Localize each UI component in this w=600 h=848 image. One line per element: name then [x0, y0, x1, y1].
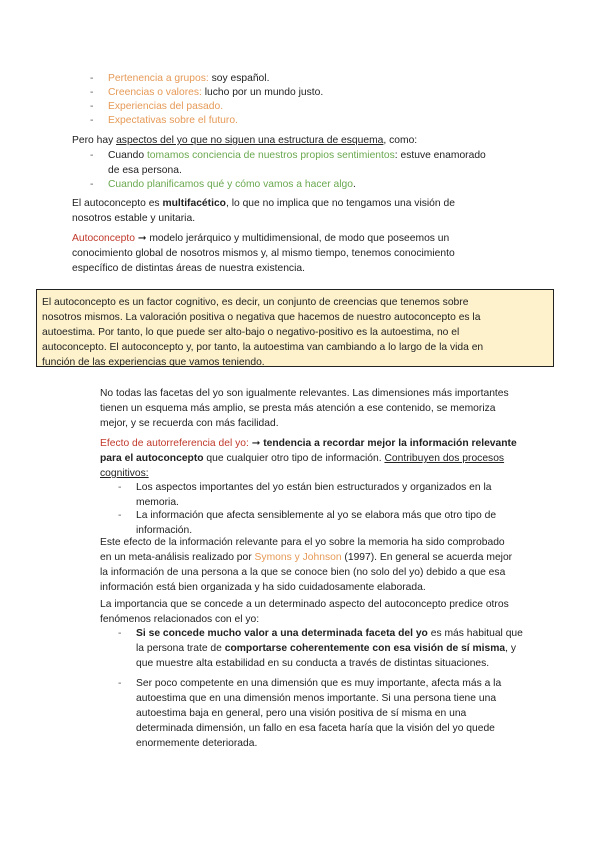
list-item [136, 508, 496, 538]
list-item-label: Expectativas sobre el futuro. [108, 115, 238, 126]
paragraph [100, 535, 512, 595]
text: autoestima baja en general, pero una visión positiva de sí misma en una [136, 708, 467, 719]
citation-link[interactable]: Symons y Johnson [254, 552, 342, 563]
bold-text: multifacético [162, 198, 226, 209]
paragraph [100, 386, 509, 431]
arrow-icon: ➞ [134, 233, 150, 244]
list-item [108, 71, 269, 86]
list-item [108, 148, 486, 178]
text: La importancia que se concede a un determinado aspecto del autoconcepto predice otros [100, 599, 509, 610]
paragraph [72, 231, 455, 276]
text: autoconcepto. El autoconcepto y, por tanto, la autoestima van cambiando a lo largo de la vida en [42, 342, 484, 353]
list-item [136, 676, 501, 751]
text: La información que afecta sensiblemente al yo se elabora más que otro tipo de [136, 510, 497, 521]
text: Los aspectos importantes del yo están bien estructurados y organizados en la [136, 482, 492, 493]
bold-text: comportarse coherentemente con esa visión de sí misma [224, 643, 506, 654]
text: El autoconcepto es [72, 198, 163, 209]
text: El autoconcepto es un factor cognitivo, es decir, un conjunto de creencias que tenemos sobre [42, 297, 469, 308]
text: No todas las facetas del yo son igualmente relevantes. Las dimensiones más importantes [100, 388, 509, 399]
list-bullet: - [118, 510, 122, 521]
text: , y [505, 643, 517, 654]
list-bullet: - [118, 482, 122, 493]
text: la información de una persona a la que se conoce bien (no solo del yo) debido a que esa [100, 567, 506, 578]
text: autoestima. Por tanto, lo que puede ser alto-bajo o negativo-positivo es la autoestima, no el [42, 327, 460, 338]
list-bullet: - [118, 678, 122, 689]
highlighted-text: tomamos conciencia de nuestros propios sentimientos [146, 150, 395, 161]
text: Ser poco competente en una dimensión que es muy importante, afecta más a la [136, 678, 502, 689]
text: autoestima que en una dimensión menos importante. Si una persona tiene una [136, 693, 497, 704]
list-item [136, 626, 523, 671]
paragraph [72, 133, 417, 148]
text: es más habitual que [427, 628, 523, 639]
list-item-label: Experiencias del pasado. [108, 101, 224, 112]
text: , lo que no implica que no tengamos una visión de [225, 198, 455, 209]
term-label: Efecto de autorreferencia del yo: [100, 438, 249, 449]
text: , como: [383, 135, 418, 146]
text: tienen un esquema más amplio, se presta más atención a ese contenido, se memoriza [100, 403, 496, 414]
text: nosotros mismos. La valoración positiva o negativa que hacemos de nuestro autoconcepto es la [42, 312, 481, 323]
text: Pero hay [72, 135, 117, 146]
list-bullet: - [90, 115, 94, 126]
text: de esa persona. [108, 165, 182, 176]
text: la persona trate de [136, 643, 225, 654]
list-item-text: soy español. [208, 73, 270, 84]
bold-text: tendencia a recordar mejor la información relevante [263, 438, 517, 449]
text: específico de distintas áreas de nuestra existencia. [72, 263, 305, 274]
list-item [108, 113, 238, 128]
list-item-label: Creencias o valores: [108, 87, 202, 98]
arrow-icon: ➞ [248, 438, 264, 449]
text: información. [136, 525, 193, 536]
list-bullet: - [90, 150, 94, 161]
text: fenómenos relacionados con el yo: [100, 614, 260, 625]
text: que muestre alta estabilidad en su conducta a través de distintas situaciones. [136, 658, 490, 669]
paragraph [100, 597, 509, 627]
text: Cuando [108, 150, 147, 161]
term-label: Autoconcepto [72, 233, 135, 244]
list-item-text: lucho por un mundo justo. [201, 87, 324, 98]
text: información está bien organizada y ha sido cuidadosamente elaborada. [100, 582, 426, 593]
list-item-label: Pertenencia a grupos: [108, 73, 209, 84]
text: (1997). En general se acuerda mejor [341, 552, 513, 563]
bold-text: para el autoconcepto [100, 453, 204, 464]
list-bullet: - [90, 101, 94, 112]
text: mejor, y se recuerda con más facilidad. [100, 418, 279, 429]
list-item [108, 85, 323, 100]
list-bullet: - [90, 179, 94, 190]
text: función de las experiencias que vamos teniendo. [42, 357, 265, 368]
list-bullet: - [90, 73, 94, 84]
list-bullet: - [90, 87, 94, 98]
text: modelo jerárquico y multidimensional, de modo que poseemos un [149, 233, 450, 244]
text: determinada dimensión, un fallo en esa faceta haría que la visión del yo quede [136, 723, 495, 734]
paragraph [100, 436, 517, 481]
text: enormemente deteriorada. [136, 738, 258, 749]
text: : estuve enamorado [394, 150, 486, 161]
highlighted-text: Cuando planificamos qué y cómo vamos a hacer algo [108, 179, 353, 190]
list-bullet: - [118, 628, 122, 639]
text: en un meta-análisis realizado por [100, 552, 255, 563]
text: que cualquier otro tipo de información. [203, 453, 385, 464]
list-item [108, 177, 356, 192]
text: Este efecto de la información relevante para el yo sobre la memoria ha sido comprobado [100, 537, 505, 548]
text: . [352, 179, 356, 190]
text: conocimiento global de nosotros mismos y, al mismo tiempo, tenemos conocimiento [72, 248, 455, 259]
list-item [108, 99, 223, 114]
text: nosotros estable y unitaria. [72, 213, 196, 224]
list-item [136, 480, 491, 510]
bold-text: Si se concede mucho valor a una determinada faceta del yo [136, 628, 428, 639]
underlined-text: Contribuyen dos procesos [384, 453, 505, 464]
highlight-box [36, 289, 554, 367]
underlined-text: cognitivos: [100, 468, 149, 479]
paragraph [72, 196, 455, 226]
underlined-text: aspectos del yo que no siguen una estructura de esquema [116, 135, 384, 146]
text: memoria. [136, 497, 179, 508]
